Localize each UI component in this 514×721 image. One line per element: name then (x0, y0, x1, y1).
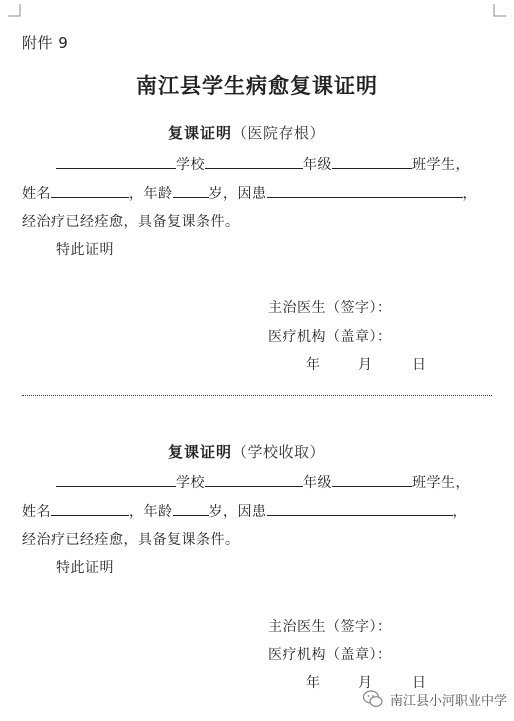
doctor-signature-label: 主治医生（签字）： (268, 300, 392, 316)
school-label: 学校 (176, 157, 205, 173)
date-month-label: 月 (358, 675, 373, 691)
illness-label: 岁，因患 (208, 186, 267, 202)
age-blank[interactable] (173, 501, 209, 516)
crop-mark-top-left-icon (8, 4, 22, 18)
section-title (168, 441, 325, 462)
institution-stamp-label: 医疗机构（盖章）： (268, 329, 392, 345)
section-title-note: （医院存根） (232, 124, 326, 142)
form-line-name (22, 501, 467, 521)
section-title (168, 122, 325, 143)
illness-label: 岁，因患 (208, 504, 267, 520)
grade-label: 年级 (303, 157, 332, 173)
school-label: 学校 (176, 475, 205, 491)
date-year-label: 年 (306, 675, 321, 691)
section-title-note: （学校收取） (232, 443, 326, 461)
watermark-text: 南江县小河职业中学 (390, 694, 508, 709)
wechat-icon (362, 688, 384, 710)
attachment-label: 附件 9 (22, 34, 69, 52)
name-blank[interactable] (51, 501, 129, 516)
crop-mark-top-right-icon (492, 4, 506, 18)
date-day-label: 日 (412, 357, 427, 373)
name-label: 姓名 (22, 504, 51, 520)
section-title-main: 复课证明 (168, 124, 233, 142)
class-student-label: 班学生， (412, 475, 470, 491)
age-label: ，年龄 (129, 504, 173, 520)
recovery-statement: 经治疗已经痊愈，具备复课条件。 (22, 214, 240, 230)
page-title: 南江县学生病愈复课证明 (136, 73, 378, 98)
comma: ， (452, 504, 467, 520)
class-student-label: 班学生， (412, 157, 470, 173)
form-line-name (22, 183, 477, 203)
recovery-statement: 经治疗已经痊愈，具备复课条件。 (22, 532, 240, 548)
age-label: ，年龄 (129, 186, 173, 202)
class-blank[interactable] (332, 472, 412, 487)
date-day-label: 日 (412, 675, 427, 691)
age-blank[interactable] (173, 183, 209, 198)
section-title-main: 复课证明 (168, 443, 233, 461)
date-month-label: 月 (358, 357, 373, 373)
grade-label: 年级 (303, 475, 332, 491)
certify-text: 特此证明 (56, 242, 114, 258)
grade-blank[interactable] (205, 472, 303, 487)
school-blank[interactable] (56, 154, 176, 169)
date-year-label: 年 (306, 357, 321, 373)
form-line-school (56, 472, 470, 492)
illness-blank[interactable] (267, 501, 453, 516)
illness-blank[interactable] (267, 183, 463, 198)
cut-line-divider (22, 395, 492, 396)
name-label: 姓名 (22, 186, 51, 202)
form-line-school (56, 154, 470, 174)
class-blank[interactable] (332, 154, 412, 169)
certify-text: 特此证明 (56, 560, 114, 576)
doctor-signature-label: 主治医生（签字）： (268, 619, 392, 635)
institution-stamp-label: 医疗机构（盖章）： (268, 647, 392, 663)
name-blank[interactable] (51, 183, 129, 198)
comma: ， (462, 186, 477, 202)
grade-blank[interactable] (205, 154, 303, 169)
school-blank[interactable] (56, 472, 176, 487)
